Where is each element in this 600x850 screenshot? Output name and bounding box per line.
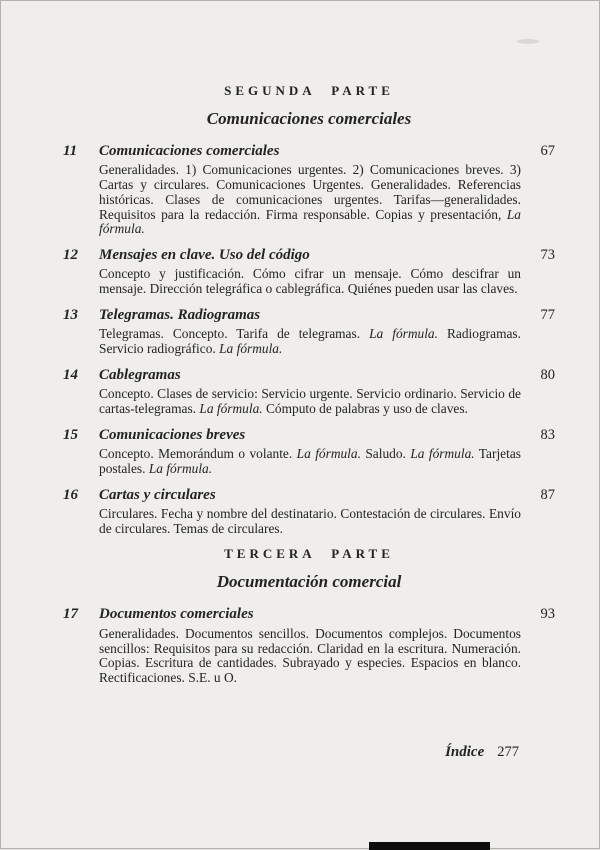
chapter-description (99, 447, 521, 477)
chapter-description (99, 627, 521, 686)
entry-head (63, 367, 555, 384)
chapter-description (99, 163, 521, 237)
chapter-description (99, 507, 521, 537)
page-footer (445, 743, 519, 761)
toc-entry (63, 367, 555, 417)
chapter-number: 16 (63, 486, 78, 503)
description-segment: La fórmula. (99, 206, 521, 237)
chapter-page-number: 83 (540, 426, 555, 443)
chapter-title: Telegramas. Radiogramas (99, 307, 261, 324)
description-segment: Concepto y justificación. Cómo cifrar un mensaje. Cómo descifrar un mensaje. Dirección telegráfica o cablegráfica. Quiénes pueden usar las claves. (99, 266, 521, 297)
chapter-page-number: 87 (540, 486, 555, 503)
part-subtitle: Comunicaciones comerciales (206, 109, 412, 128)
chapter-page-number: 77 (540, 307, 555, 324)
toc-entry (63, 247, 555, 297)
chapter-number: 17 (63, 606, 78, 623)
description-segment: La fórmula. (296, 446, 361, 462)
description-segment: Cómputo de palabras y uso de claves. (262, 400, 468, 416)
chapter-title: Comunicaciones comerciales (99, 143, 280, 159)
description-segment: Circulares. Fecha y nombre del destinatario. Contestación de circulares. Envío de circulares. Temas de circulares. (99, 505, 521, 536)
chapter-title: Comunicaciones breves (99, 426, 246, 443)
description-segment: La fórmula. (148, 460, 213, 476)
description-segment: Radiogramas. Servicio radiográfico. (99, 326, 521, 357)
chapter-description (99, 327, 521, 357)
chapter-title: Cartas y circulares (99, 486, 216, 503)
entry-head (63, 427, 555, 444)
chapter-page-number: 93 (540, 606, 555, 623)
chapter-number: 14 (63, 366, 78, 383)
toc-entry (63, 606, 555, 685)
description-segment: La fórmula. (369, 326, 438, 342)
entry-head (63, 247, 555, 264)
footer-page-number: 277 (497, 744, 519, 760)
description-segment: La fórmula. (219, 341, 283, 357)
toc-entry (63, 487, 555, 537)
part-title: SEGUNDA PARTE (224, 83, 394, 98)
chapter-number: 11 (63, 143, 78, 159)
toc-entry (63, 307, 555, 357)
chapter-number: 15 (63, 426, 78, 443)
footer-index-label: Índice (445, 744, 485, 760)
description-segment: Generalidades. Documentos sencillos. Documentos complejos. Documentos sencillos: Requisitos para su redacción. Claridad en la escritura. Numeración. Copias. Escritura de cantidades. Subrayado y especies. Espacios en blanco. Rectificaciones. S.E. u O. (99, 625, 521, 686)
chapter-title: Mensajes en clave. Uso del código (99, 247, 310, 264)
description-segment: La fórmula. (410, 446, 475, 462)
description-segment: La fórmula. (199, 400, 263, 416)
entry-head (63, 143, 555, 160)
chapter-title: Documentos comerciales (99, 606, 254, 623)
description-segment: Concepto. Memorándum o volante. (99, 446, 297, 462)
part-title: TERCERA PARTE (224, 546, 394, 562)
table-of-contents (1, 1, 599, 686)
entry-head (63, 307, 555, 324)
chapter-number: 12 (63, 247, 78, 264)
chapter-page-number: 67 (540, 143, 555, 159)
description-segment: Telegramas. Concepto. Tarifa de telegramas. (99, 326, 370, 342)
chapter-description (99, 267, 521, 297)
description-segment: Tarjetas postales. (99, 446, 521, 476)
chapter-title: Cablegramas (99, 366, 181, 383)
description-segment: Saludo. (360, 446, 411, 462)
toc-entry (63, 427, 555, 477)
chapter-description (99, 387, 521, 417)
part-subtitle: Documentación comercial (216, 572, 402, 592)
chapter-number: 13 (63, 307, 78, 324)
entry-head (63, 606, 555, 623)
chapter-page-number: 80 (540, 366, 555, 383)
entry-head (63, 487, 555, 504)
chapter-page-number: 73 (540, 247, 555, 264)
description-segment: Generalidades. 1) Comunicaciones urgentes. 2) Comunicaciones breves. 3) Cartas y circulares. Comunicaciones Urgentes. Generalidades. Referencias históricas. Clases de comunicaciones urgentes. Tarifas—generalidades. Requisitos para la redacción. Firma responsable. Copias y presentación, (99, 162, 521, 222)
scan-smudge-artifact (517, 39, 539, 44)
toc-entry (63, 143, 555, 237)
description-segment: Concepto. Clases de servicio: Servicio urgente. Servicio ordinario. Servicio de cartas-telegramas. (99, 386, 521, 416)
